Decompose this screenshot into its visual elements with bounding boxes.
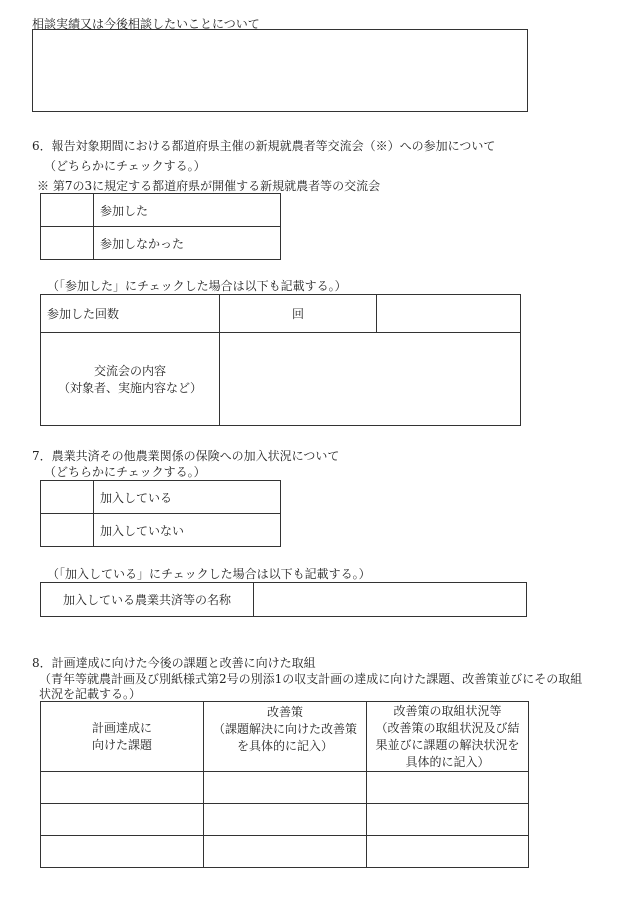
- s8-col3-line4: 具体的に記入）: [405, 755, 490, 769]
- s8-cell[interactable]: [367, 804, 529, 836]
- s6-count-input[interactable]: [377, 306, 520, 322]
- s6-instruction: （どちらかにチェックする。）: [44, 159, 206, 173]
- s8-cell[interactable]: [41, 804, 204, 836]
- s6-option-check-1[interactable]: [41, 194, 94, 227]
- consult-textarea[interactable]: [33, 30, 527, 111]
- s6-option-label-2: 参加しなかった: [94, 227, 281, 260]
- table-row: [41, 772, 529, 804]
- s8-cell[interactable]: [204, 804, 367, 836]
- s7-detail-table: [40, 582, 527, 617]
- s7-conditional: （「加入している」にチェックした場合は以下も記載する。）: [47, 567, 371, 581]
- s8-cell[interactable]: [41, 836, 204, 868]
- s8-cell[interactable]: [367, 772, 529, 804]
- s7-option-label-1: 加入している: [94, 481, 281, 514]
- s6-option-check-2[interactable]: [41, 227, 94, 260]
- table-row: [41, 836, 529, 868]
- s8-col3-line1: 改善策の取組状況等: [393, 704, 502, 718]
- s8-col2-line1: 改善策: [266, 705, 303, 719]
- s7-name-input[interactable]: [254, 592, 526, 608]
- s6-content-textarea[interactable]: [220, 362, 520, 394]
- s6-content-label-line1: 交流会の内容: [93, 364, 166, 378]
- s6-heading: 6．報告対象期間における都道府県主催の新規就農者等交流会（※）への参加について: [32, 139, 496, 153]
- s8-cell[interactable]: [367, 836, 529, 868]
- s8-instruction-line2: 状況を記載する。）: [39, 687, 142, 701]
- table-row: [41, 804, 529, 836]
- s8-table: [40, 701, 529, 868]
- s6-conditional: （「参加した」にチェックした場合は以下も記載する。）: [47, 279, 347, 293]
- s8-cell[interactable]: [204, 772, 367, 804]
- s6-option-label-1: 参加した: [94, 194, 281, 227]
- s8-heading: 8．計画達成に向けた今後の課題と改善に向けた取組: [32, 656, 316, 670]
- s7-option-check-2[interactable]: [41, 514, 94, 547]
- s7-option-label-2: 加入していない: [94, 514, 281, 547]
- s6-count-unit: 回: [220, 295, 377, 333]
- s7-name-label: 加入している農業共済等の名称: [41, 583, 254, 617]
- s6-count-label: 参加した回数: [41, 295, 220, 333]
- consult-box[interactable]: [32, 29, 528, 112]
- s7-options-table: [40, 480, 281, 547]
- s6-note: ※ 第7の3に規定する都道府県が開催する新規就農者等の交流会: [37, 179, 381, 193]
- consult-title: 相談実績又は今後相談したいことについて: [32, 17, 260, 31]
- s8-instruction-line1: （青年等就農計画及び別紙様式第2号の別添1の収支計画の達成に向けた課題、改善策並びにその取組: [39, 672, 583, 686]
- s8-cell[interactable]: [204, 836, 367, 868]
- s8-col2-line2: （課題解決に向けた改善策: [212, 722, 357, 736]
- s7-name-input-cell[interactable]: [254, 583, 527, 617]
- s6-content-label-line2: （対象者、実施内容など）: [57, 381, 202, 395]
- s8-col1-line2: 向けた課題: [91, 737, 152, 752]
- s8-col1-header: [41, 702, 204, 772]
- s8-col2-header: [204, 702, 367, 772]
- s8-cell[interactable]: [41, 772, 204, 804]
- s8-col2-line3: を具体的に記入）: [236, 739, 333, 753]
- s6-detail-table: [40, 294, 521, 426]
- s6-count-input-cell[interactable]: [377, 295, 521, 333]
- s7-instruction: （どちらかにチェックする。）: [44, 465, 206, 479]
- s8-col3-line2: （改善策の取組状況及び結: [375, 721, 520, 735]
- s8-col1-line1: 計画達成に: [91, 720, 152, 735]
- s6-content-input-cell[interactable]: [220, 333, 521, 426]
- s8-col3-header: [367, 702, 529, 772]
- s6-content-label: [41, 333, 220, 426]
- s7-heading: 7．農業共済その他農業関係の保険への加入状況について: [32, 449, 340, 463]
- s7-option-check-1[interactable]: [41, 481, 94, 514]
- s8-col3-line3: 果並びに課題の解決状況を: [375, 738, 520, 752]
- s6-options-table: [40, 193, 281, 260]
